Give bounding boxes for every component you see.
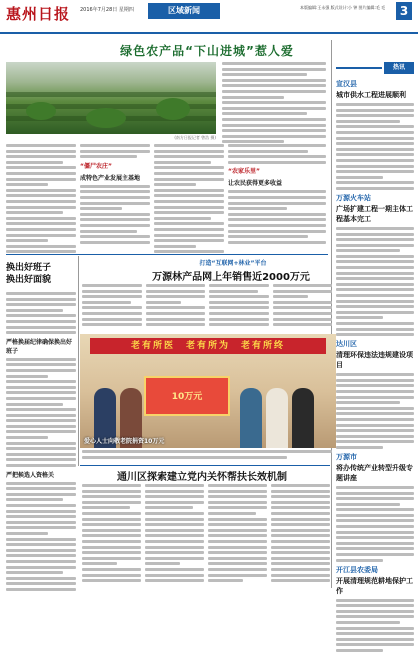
editor-credits: 本版编辑:王永强 版式设计:小 钟 图片编辑:毛 毛 — [300, 5, 386, 10]
photo-terrace — [6, 92, 216, 97]
lead-text-upper — [222, 62, 326, 144]
photo-person — [292, 388, 314, 448]
brief-category: 宣汉县 — [336, 80, 357, 88]
bottom-story-headline: 通川区探索建立党内关怀帮扶长效机制 — [117, 472, 287, 483]
brief-headline: 城市供水工程进展顺利 — [336, 91, 406, 99]
brief-headline: 将办传统产业转型升级专题讲座 — [336, 463, 413, 482]
issue-date: 2016年7月28日 星期四 — [80, 7, 134, 13]
lead-text-col-1 — [6, 144, 76, 252]
brief-headline: 广场扩建工程一期主体工程基本完工 — [336, 204, 413, 223]
section-tab: 区域新闻 — [148, 3, 220, 19]
left-story-subhead: 严把候选人资格关 — [6, 471, 55, 479]
donation-photo — [80, 334, 336, 448]
page-number: 3 — [396, 2, 412, 20]
left-story-subhead: 严格换届纪律确保换出好班子 — [6, 338, 73, 355]
sidebar-briefs — [336, 76, 414, 595]
lead-text-col-2 — [80, 144, 150, 252]
photo-shrub — [26, 102, 56, 120]
lead-subhead: 让农民获得更多收益 — [228, 180, 283, 188]
lead-subhead: 成特色产业发展主基地 — [80, 174, 141, 182]
photo-person — [240, 388, 262, 448]
lead-subhead: “僵尸农庄” — [80, 162, 112, 170]
lead-photo-caption: (南方日报记者 曾浩 摄) — [174, 135, 216, 140]
photo-shrub — [156, 98, 190, 120]
lead-text-col-4 — [228, 144, 326, 252]
bottom-story-body — [82, 484, 330, 588]
brief-category: 开江县农委局 — [336, 565, 378, 574]
brief-category: 万源火车站 — [336, 193, 371, 202]
brief-headline: 清理环保违法违规建设项目 — [336, 351, 413, 370]
lead-photo — [6, 62, 216, 134]
middle-story-headline: 万源林产品网上年销售近2000万元 — [152, 272, 310, 283]
brief-headline: 开展清理规范耕地保护工作 — [336, 576, 413, 595]
photo-person — [266, 388, 288, 448]
badge-bar — [336, 67, 382, 69]
masthead — [0, 0, 418, 34]
photo-story-text — [82, 450, 332, 464]
section-divider — [80, 465, 330, 466]
sidebar-badge — [336, 62, 414, 74]
middle-story-body — [82, 284, 332, 332]
photo-banner: 老有所医 老有所为 老有所终 — [90, 338, 326, 354]
lead-headline: 绿色农产品“下山进城”惹人爱 — [120, 44, 294, 58]
brief-category: 万源市 — [336, 452, 357, 461]
left-story-headline: 换出好班子 换出好面貌 — [6, 263, 52, 285]
middle-story-kicker: 打造“互联网+林业”平台 — [199, 260, 267, 267]
photo-shrub — [86, 108, 126, 128]
lead-subhead: “农家乐里” — [228, 168, 260, 176]
brief-category: 达川区 — [336, 340, 357, 349]
lead-text-col-3 — [154, 144, 224, 252]
badge-label: 热讯 — [384, 62, 414, 74]
donation-photo-caption: 爱心人士向敬老院捐资10万元 — [84, 438, 165, 445]
section-divider — [6, 254, 328, 255]
left-story-body — [6, 292, 76, 588]
donation-cheque: 10万元 — [144, 376, 230, 416]
column-divider — [78, 256, 79, 466]
newspaper-logo: 惠州日报 — [6, 5, 71, 23]
